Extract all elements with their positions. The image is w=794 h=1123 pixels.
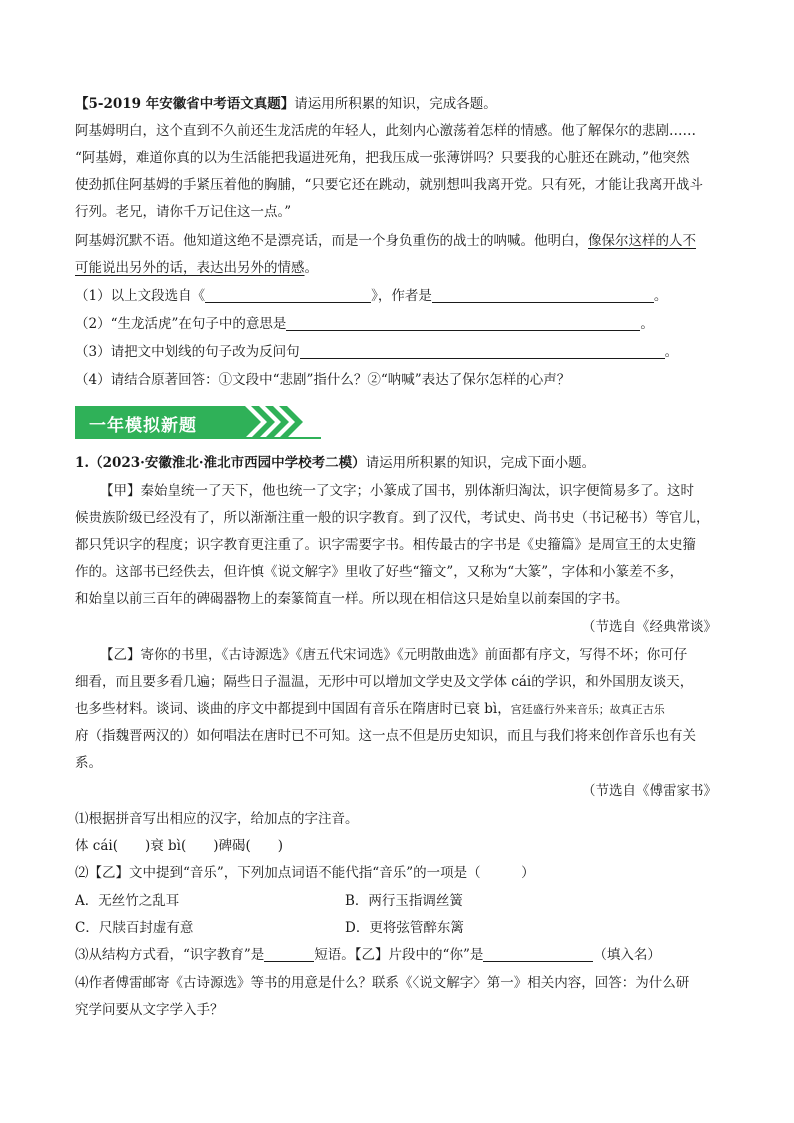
q1-yi-2: 细看，而且要多看几遍；隔些日子温温，无形中可以增加文学史及文学体 cái的学识，和外国朋友谈天，: [75, 674, 694, 690]
q1-sub-1-blanks[interactable]: 体 cái( )衰 bì( )碑碣( ): [75, 838, 284, 854]
q1-sub-3-text-c: （填入名）: [593, 947, 661, 963]
q5-sub-3: [75, 342, 678, 362]
q1-jia-5: 和始皇以前三百年的碑碣器物上的秦篆简直一样。所以现在相信这只是始皇以前秦国的字书。: [75, 591, 629, 607]
q5-sub-2-blank[interactable]: [286, 316, 640, 331]
q5-sub-1-blank-book[interactable]: [205, 288, 371, 303]
q5-sub-2-end: 。: [640, 316, 654, 332]
q5-sub-1-blank-author[interactable]: [432, 288, 654, 303]
q5-header: [75, 94, 497, 114]
q5-para-3a: [75, 231, 696, 251]
q5-sub-2-text: （2）“生龙活虎”在句子中的意思是: [75, 316, 287, 332]
q5-sub-3-blank[interactable]: [300, 344, 665, 359]
q1-jia-source: （节选自《经典常谈》: [582, 619, 717, 635]
q1-yi-4: 府（指魏晋两汉的）如何唱法在唐时已不可知。这一点不但是历史知识，而且与我们将来创作音乐也有关: [75, 728, 696, 744]
section-banner: [75, 406, 321, 438]
q5-sub-4: （4）请结合原著回答：①文段中“悲剧”指什么？②“呐喊”表达了保尔怎样的心声？: [75, 372, 571, 388]
q1-jia-4: 作的。这部书已经佚去，但许慎《说文解字》里收了好些“籀文”，又称为“大篆”，字体和小篆差不多，: [75, 564, 684, 580]
q1-source: （2023·安徽淮北·淮北市西园中学校考二模）: [89, 455, 366, 471]
q1-sub-3-text-b: 短语。【乙】片段中的“你”是: [314, 947, 484, 963]
q5-sub-3-end: 。: [664, 344, 679, 360]
q5-sub-1-text-a: （1）以上文段选自《: [75, 288, 206, 304]
q5-sub-1: [75, 286, 667, 306]
q5-para-1: 阿基姆明白，这个直到不久前还生龙活虎的年轻人，此刻内心激荡着怎样的情感。他了解保尔的悲剧……: [75, 123, 696, 139]
q5-para-3a-text: 阿基姆沉默不语。他知道这绝不是漂亮话，而是一个身负重伤的战士的呐喊。他明白，: [75, 233, 588, 249]
banner-title: 一年模拟新题: [89, 416, 197, 436]
q1-instruction: 请运用所积累的知识，完成下面小题。: [365, 455, 596, 471]
q5-para-2a: “阿基姆，难道你真的以为生活能把我逼进死角，把我压成一张薄饼吗？只要我的心脏还在跳动，”他突然: [75, 150, 690, 166]
q1-option-d[interactable]: D．更将弦管醉东篱: [345, 920, 464, 936]
q1-jia-1: 【甲】秦始皇统一了天下，他也统一了文字；小篆成了国书，别体渐归淘汰，识字便简易多了。这时: [100, 483, 694, 499]
q1-yi-source: （节选自《傅雷家书》: [582, 783, 717, 799]
q1-sub-4a: ⑷作者傅雷邮寄《古诗源选》等书的用意是什么？联系《〈说文解字〉第一》相关内容，回答：为什么研: [75, 975, 690, 991]
q1-sub-2: ⑵【乙】文中提到“音乐”，下列加点词语不能代指“音乐”的一项是（ ）: [75, 865, 535, 881]
q1-header: [75, 453, 595, 473]
q1-option-c[interactable]: C．尺牍百封虚有意: [75, 920, 194, 936]
q5-underlined-2: 可能说出另外的话，表达出另外的情感: [75, 260, 305, 276]
q1-sub-3-blank-1[interactable]: [264, 947, 314, 962]
q5-para-2b: 使劲抓住阿基姆的手紧压着他的胸脯，“只要它还在跳动，就别想叫我离开党。只有死，才能让我离开战斗: [75, 177, 703, 193]
banner-stripes-icon: [225, 406, 335, 438]
q1-option-a[interactable]: A．无丝竹之乱耳: [75, 893, 180, 909]
q5-sub-2: [75, 314, 654, 334]
q5-para-2c: 行列。老兄，请你千万记住这一点。”: [75, 204, 292, 220]
q1-sub-4b: 究学问要从文字学入手？: [75, 1002, 224, 1018]
banner-underline: [75, 437, 321, 439]
q5-para-3b: [75, 258, 318, 278]
q5-instruction: 请运用所积累的知识，完成各题。: [294, 96, 497, 112]
q1-number: 1.: [75, 455, 90, 471]
q1-yi-5: 系。: [75, 755, 102, 771]
q1-sub-3: [75, 945, 661, 965]
q5-source: 【5-2019 年安徽省中考语文真题】: [75, 96, 295, 112]
q1-yi-3-text-a: 也多些材料。谈词、谈曲的序文中都提到中国固有音乐在隋唐时已衰 bì，: [75, 701, 511, 717]
q5-sub-1-text-b: 》，作者是: [371, 288, 432, 304]
q1-jia-2: 候贵族阶级已经没有了，所以渐渐注重一般的识字教育。到了汉代，考试史、尚书史（书记秘书）等官儿，: [75, 510, 710, 526]
q1-sub-3-text-a: ⑶从结构方式看，“识字教育”是: [75, 947, 265, 963]
q5-underlined-1: 像保尔这样的人不: [588, 233, 696, 249]
q5-para-3b-end: 。: [304, 260, 318, 276]
q1-jia-3: 都只凭识字的程度；识字教育更注重了。识字需要字书。相传最古的字书是《史籀篇》是周宣王的太史籀: [75, 537, 696, 553]
q1-sub-1: ⑴根据拼音写出相应的汉字，给加点的字注音。: [75, 811, 359, 827]
q1-yi-3-text-b: 宫廷盛行外来音乐；故真正古乐: [510, 703, 665, 716]
q1-sub-3-blank-2[interactable]: [483, 947, 593, 962]
q1-yi-3: [75, 699, 665, 720]
q5-sub-1-text-c: 。: [653, 288, 668, 304]
q1-option-b[interactable]: B．两行玉指调丝簧: [345, 893, 463, 909]
q1-yi-1: 【乙】寄你的书里，《古诗源选》《唐五代宋词选》《元明散曲选》前面都有序文，写得不坏；你可仔: [100, 647, 688, 663]
q5-sub-3-text: （3）请把文中划线的句子改为反问句: [75, 344, 300, 360]
